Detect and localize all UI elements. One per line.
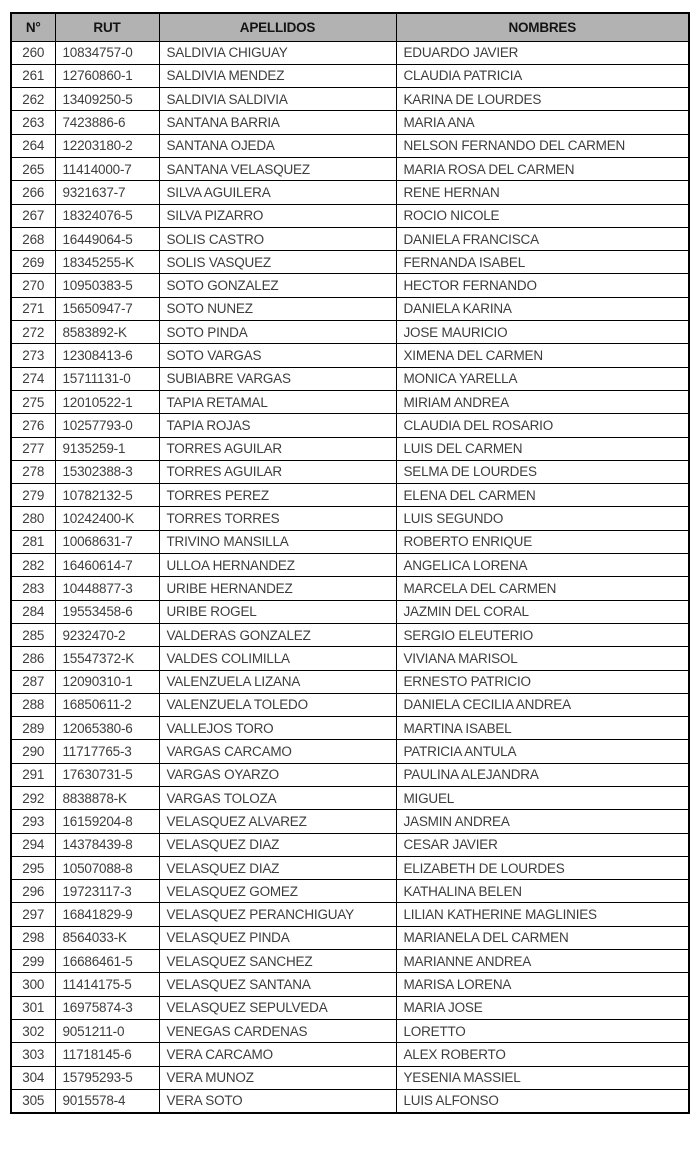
cell-numero: 300 — [11, 973, 55, 996]
cell-nombres: YESENIA MASSIEL — [396, 1066, 689, 1089]
cell-nombres: ELENA DEL CARMEN — [396, 484, 689, 507]
cell-rut: 19723117-3 — [55, 880, 159, 903]
table-row — [11, 996, 689, 1019]
cell-numero: 277 — [11, 437, 55, 460]
cell-apellidos: VELASQUEZ PERANCHIGUAY — [159, 903, 396, 926]
cell-rut: 10068631-7 — [55, 530, 159, 553]
cell-numero: 278 — [11, 460, 55, 483]
cell-apellidos: SOLIS CASTRO — [159, 227, 396, 250]
cell-numero: 282 — [11, 554, 55, 577]
cell-apellidos: VELASQUEZ SANTANA — [159, 973, 396, 996]
cell-apellidos: VERA MUNOZ — [159, 1066, 396, 1089]
table-row — [11, 787, 689, 810]
cell-numero: 295 — [11, 856, 55, 879]
table-row — [11, 833, 689, 856]
cell-rut: 19553458-6 — [55, 600, 159, 623]
cell-numero: 276 — [11, 414, 55, 437]
cell-numero: 298 — [11, 926, 55, 949]
cell-apellidos: VELASQUEZ SEPULVEDA — [159, 996, 396, 1019]
column-header-numero: N° — [11, 13, 55, 41]
column-header-nombres: NOMBRES — [396, 13, 689, 41]
cell-nombres: NELSON FERNANDO DEL CARMEN — [396, 134, 689, 157]
cell-rut: 16159204-8 — [55, 810, 159, 833]
cell-rut: 10834757-0 — [55, 41, 159, 64]
cell-apellidos: SALDIVIA CHIGUAY — [159, 41, 396, 64]
cell-nombres: MARIA JOSE — [396, 996, 689, 1019]
cell-numero: 284 — [11, 600, 55, 623]
column-header-rut: RUT — [55, 13, 159, 41]
cell-numero: 274 — [11, 367, 55, 390]
cell-rut: 14378439-8 — [55, 833, 159, 856]
cell-rut: 15650947-7 — [55, 297, 159, 320]
cell-apellidos: VARGAS TOLOZA — [159, 787, 396, 810]
table-row — [11, 530, 689, 553]
cell-apellidos: TORRES AGUILAR — [159, 460, 396, 483]
cell-numero: 287 — [11, 670, 55, 693]
cell-apellidos: SOTO NUNEZ — [159, 297, 396, 320]
table-row — [11, 204, 689, 227]
table-row — [11, 670, 689, 693]
cell-rut: 11717765-3 — [55, 740, 159, 763]
cell-rut: 12760860-1 — [55, 64, 159, 87]
cell-apellidos: TORRES TORRES — [159, 507, 396, 530]
cell-rut: 12203180-2 — [55, 134, 159, 157]
table-row — [11, 1043, 689, 1066]
cell-numero: 281 — [11, 530, 55, 553]
table-row — [11, 227, 689, 250]
cell-numero: 268 — [11, 227, 55, 250]
cell-numero: 305 — [11, 1089, 55, 1112]
table-row — [11, 507, 689, 530]
cell-nombres: ROBERTO ENRIQUE — [396, 530, 689, 553]
cell-numero: 260 — [11, 41, 55, 64]
cell-apellidos: SOTO VARGAS — [159, 344, 396, 367]
table-body — [11, 41, 689, 1113]
cell-nombres: ERNESTO PATRICIO — [396, 670, 689, 693]
cell-nombres: LORETTO — [396, 1019, 689, 1042]
cell-nombres: VIVIANA MARISOL — [396, 647, 689, 670]
cell-rut: 15547372-K — [55, 647, 159, 670]
cell-rut: 16841829-9 — [55, 903, 159, 926]
cell-apellidos: VELASQUEZ SANCHEZ — [159, 950, 396, 973]
table-row — [11, 763, 689, 786]
cell-apellidos: ULLOA HERNANDEZ — [159, 554, 396, 577]
header-row — [11, 13, 689, 41]
cell-nombres: DANIELA CECILIA ANDREA — [396, 693, 689, 716]
cell-nombres: MIRIAM ANDREA — [396, 390, 689, 413]
cell-numero: 290 — [11, 740, 55, 763]
cell-rut: 9051211-0 — [55, 1019, 159, 1042]
table-row — [11, 484, 689, 507]
cell-apellidos: VERA CARCAMO — [159, 1043, 396, 1066]
cell-numero: 303 — [11, 1043, 55, 1066]
cell-apellidos: SALDIVIA SALDIVIA — [159, 88, 396, 111]
table-row — [11, 717, 689, 740]
cell-numero: 294 — [11, 833, 55, 856]
cell-rut: 12308413-6 — [55, 344, 159, 367]
cell-apellidos: VARGAS CARCAMO — [159, 740, 396, 763]
cell-rut: 17630731-5 — [55, 763, 159, 786]
cell-numero: 286 — [11, 647, 55, 670]
cell-numero: 302 — [11, 1019, 55, 1042]
cell-apellidos: VALDES COLIMILLA — [159, 647, 396, 670]
table-row — [11, 344, 689, 367]
cell-numero: 296 — [11, 880, 55, 903]
cell-nombres: JAZMIN DEL CORAL — [396, 600, 689, 623]
cell-nombres: RENE HERNAN — [396, 181, 689, 204]
cell-nombres: MARIA ANA — [396, 111, 689, 134]
cell-apellidos: VALLEJOS TORO — [159, 717, 396, 740]
table-row — [11, 297, 689, 320]
cell-numero: 272 — [11, 321, 55, 344]
cell-apellidos: SALDIVIA MENDEZ — [159, 64, 396, 87]
table-row — [11, 41, 689, 64]
cell-rut: 10782132-5 — [55, 484, 159, 507]
cell-numero: 275 — [11, 390, 55, 413]
cell-rut: 10448877-3 — [55, 577, 159, 600]
cell-nombres: ROCIO NICOLE — [396, 204, 689, 227]
cell-apellidos: VALENZUELA LIZANA — [159, 670, 396, 693]
cell-nombres: JASMIN ANDREA — [396, 810, 689, 833]
cell-numero: 285 — [11, 623, 55, 646]
table-row — [11, 856, 689, 879]
cell-nombres: MARIA ROSA DEL CARMEN — [396, 157, 689, 180]
cell-nombres: CLAUDIA PATRICIA — [396, 64, 689, 87]
table-row — [11, 157, 689, 180]
cell-nombres: LILIAN KATHERINE MAGLINIES — [396, 903, 689, 926]
cell-nombres: LUIS DEL CARMEN — [396, 437, 689, 460]
cell-numero: 301 — [11, 996, 55, 1019]
cell-rut: 9015578-4 — [55, 1089, 159, 1112]
table-row — [11, 693, 689, 716]
cell-numero: 291 — [11, 763, 55, 786]
table-row — [11, 390, 689, 413]
cell-rut: 8838878-K — [55, 787, 159, 810]
cell-numero: 263 — [11, 111, 55, 134]
cell-numero: 273 — [11, 344, 55, 367]
table-row — [11, 903, 689, 926]
cell-rut: 12065380-6 — [55, 717, 159, 740]
cell-rut: 18324076-5 — [55, 204, 159, 227]
cell-apellidos: VERA SOTO — [159, 1089, 396, 1112]
table-row — [11, 437, 689, 460]
table-row — [11, 577, 689, 600]
cell-nombres: DANIELA KARINA — [396, 297, 689, 320]
table-row — [11, 88, 689, 111]
cell-numero: 293 — [11, 810, 55, 833]
cell-nombres: JOSE MAURICIO — [396, 321, 689, 344]
cell-rut: 15711131-0 — [55, 367, 159, 390]
cell-nombres: MARTINA ISABEL — [396, 717, 689, 740]
cell-nombres: CESAR JAVIER — [396, 833, 689, 856]
table-row — [11, 926, 689, 949]
table-row — [11, 274, 689, 297]
table-row — [11, 64, 689, 87]
cell-apellidos: TAPIA RETAMAL — [159, 390, 396, 413]
table-row — [11, 1019, 689, 1042]
table-row — [11, 810, 689, 833]
cell-apellidos: TRIVINO MANSILLA — [159, 530, 396, 553]
cell-rut: 15795293-5 — [55, 1066, 159, 1089]
cell-numero: 262 — [11, 88, 55, 111]
table-row — [11, 181, 689, 204]
cell-nombres: XIMENA DEL CARMEN — [396, 344, 689, 367]
table-row — [11, 647, 689, 670]
cell-numero: 261 — [11, 64, 55, 87]
cell-numero: 267 — [11, 204, 55, 227]
cell-numero: 283 — [11, 577, 55, 600]
table-row — [11, 950, 689, 973]
cell-rut: 13409250-5 — [55, 88, 159, 111]
cell-apellidos: SOTO GONZALEZ — [159, 274, 396, 297]
cell-rut: 11414175-5 — [55, 973, 159, 996]
cell-rut: 10242400-K — [55, 507, 159, 530]
cell-apellidos: SANTANA VELASQUEZ — [159, 157, 396, 180]
table-row — [11, 973, 689, 996]
cell-rut: 7423886-6 — [55, 111, 159, 134]
table-row — [11, 321, 689, 344]
cell-nombres: DANIELA FRANCISCA — [396, 227, 689, 250]
cell-rut: 10257793-0 — [55, 414, 159, 437]
cell-numero: 292 — [11, 787, 55, 810]
cell-rut: 16850611-2 — [55, 693, 159, 716]
table-row — [11, 111, 689, 134]
cell-nombres: PAULINA ALEJANDRA — [396, 763, 689, 786]
cell-nombres: FERNANDA ISABEL — [396, 251, 689, 274]
cell-rut: 9232470-2 — [55, 623, 159, 646]
cell-numero: 265 — [11, 157, 55, 180]
cell-nombres: PATRICIA ANTULA — [396, 740, 689, 763]
cell-nombres: SERGIO ELEUTERIO — [396, 623, 689, 646]
cell-numero: 271 — [11, 297, 55, 320]
table-row — [11, 134, 689, 157]
cell-numero: 297 — [11, 903, 55, 926]
cell-rut: 10950383-5 — [55, 274, 159, 297]
cell-nombres: MIGUEL — [396, 787, 689, 810]
table-row — [11, 1066, 689, 1089]
cell-apellidos: VALDERAS GONZALEZ — [159, 623, 396, 646]
cell-apellidos: SOTO PINDA — [159, 321, 396, 344]
table-row — [11, 623, 689, 646]
cell-rut: 9321637-7 — [55, 181, 159, 204]
cell-rut: 16449064-5 — [55, 227, 159, 250]
cell-nombres: LUIS ALFONSO — [396, 1089, 689, 1112]
cell-nombres: MARCELA DEL CARMEN — [396, 577, 689, 600]
cell-apellidos: URIBE HERNANDEZ — [159, 577, 396, 600]
cell-numero: 289 — [11, 717, 55, 740]
table-row — [11, 880, 689, 903]
table-row — [11, 740, 689, 763]
cell-nombres: EDUARDO JAVIER — [396, 41, 689, 64]
table-row — [11, 251, 689, 274]
cell-nombres: ELIZABETH DE LOURDES — [396, 856, 689, 879]
cell-apellidos: SUBIABRE VARGAS — [159, 367, 396, 390]
cell-apellidos: VENEGAS CARDENAS — [159, 1019, 396, 1042]
cell-apellidos: TORRES AGUILAR — [159, 437, 396, 460]
cell-numero: 264 — [11, 134, 55, 157]
cell-numero: 304 — [11, 1066, 55, 1089]
cell-nombres: HECTOR FERNANDO — [396, 274, 689, 297]
table-row — [11, 367, 689, 390]
cell-apellidos: TAPIA ROJAS — [159, 414, 396, 437]
table-row — [11, 554, 689, 577]
cell-nombres: MARIANELA DEL CARMEN — [396, 926, 689, 949]
cell-rut: 16975874-3 — [55, 996, 159, 1019]
cell-apellidos: SOLIS VASQUEZ — [159, 251, 396, 274]
cell-apellidos: VELASQUEZ PINDA — [159, 926, 396, 949]
roster-table — [10, 12, 690, 1114]
cell-apellidos: VALENZUELA TOLEDO — [159, 693, 396, 716]
cell-nombres: LUIS SEGUNDO — [396, 507, 689, 530]
cell-rut: 8564033-K — [55, 926, 159, 949]
cell-apellidos: SANTANA OJEDA — [159, 134, 396, 157]
cell-numero: 288 — [11, 693, 55, 716]
cell-apellidos: VARGAS OYARZO — [159, 763, 396, 786]
cell-rut: 16686461-5 — [55, 950, 159, 973]
cell-apellidos: VELASQUEZ ALVAREZ — [159, 810, 396, 833]
cell-rut: 11718145-6 — [55, 1043, 159, 1066]
cell-apellidos: VELASQUEZ DIAZ — [159, 856, 396, 879]
cell-numero: 269 — [11, 251, 55, 274]
table-row — [11, 414, 689, 437]
cell-rut: 10507088-8 — [55, 856, 159, 879]
cell-apellidos: TORRES PEREZ — [159, 484, 396, 507]
cell-apellidos: VELASQUEZ DIAZ — [159, 833, 396, 856]
table-header — [11, 13, 689, 41]
cell-rut: 11414000-7 — [55, 157, 159, 180]
cell-nombres: KARINA DE LOURDES — [396, 88, 689, 111]
cell-apellidos: SILVA PIZARRO — [159, 204, 396, 227]
cell-nombres: ALEX ROBERTO — [396, 1043, 689, 1066]
cell-apellidos: SILVA AGUILERA — [159, 181, 396, 204]
column-header-apellidos: APELLIDOS — [159, 13, 396, 41]
cell-nombres: KATHALINA BELEN — [396, 880, 689, 903]
cell-rut: 8583892-K — [55, 321, 159, 344]
cell-rut: 12010522-1 — [55, 390, 159, 413]
cell-nombres: MONICA YARELLA — [396, 367, 689, 390]
cell-apellidos: VELASQUEZ GOMEZ — [159, 880, 396, 903]
cell-nombres: MARISA LORENA — [396, 973, 689, 996]
table-row — [11, 1089, 689, 1112]
cell-rut: 12090310-1 — [55, 670, 159, 693]
cell-rut: 18345255-K — [55, 251, 159, 274]
cell-numero: 270 — [11, 274, 55, 297]
cell-numero: 299 — [11, 950, 55, 973]
cell-apellidos: SANTANA BARRIA — [159, 111, 396, 134]
cell-nombres: CLAUDIA DEL ROSARIO — [396, 414, 689, 437]
cell-numero: 280 — [11, 507, 55, 530]
table-row — [11, 460, 689, 483]
cell-numero: 266 — [11, 181, 55, 204]
cell-apellidos: URIBE ROGEL — [159, 600, 396, 623]
cell-nombres: SELMA DE LOURDES — [396, 460, 689, 483]
table-row — [11, 600, 689, 623]
cell-rut: 16460614-7 — [55, 554, 159, 577]
cell-nombres: ANGELICA LORENA — [396, 554, 689, 577]
cell-rut: 15302388-3 — [55, 460, 159, 483]
cell-nombres: MARIANNE ANDREA — [396, 950, 689, 973]
cell-numero: 279 — [11, 484, 55, 507]
cell-rut: 9135259-1 — [55, 437, 159, 460]
